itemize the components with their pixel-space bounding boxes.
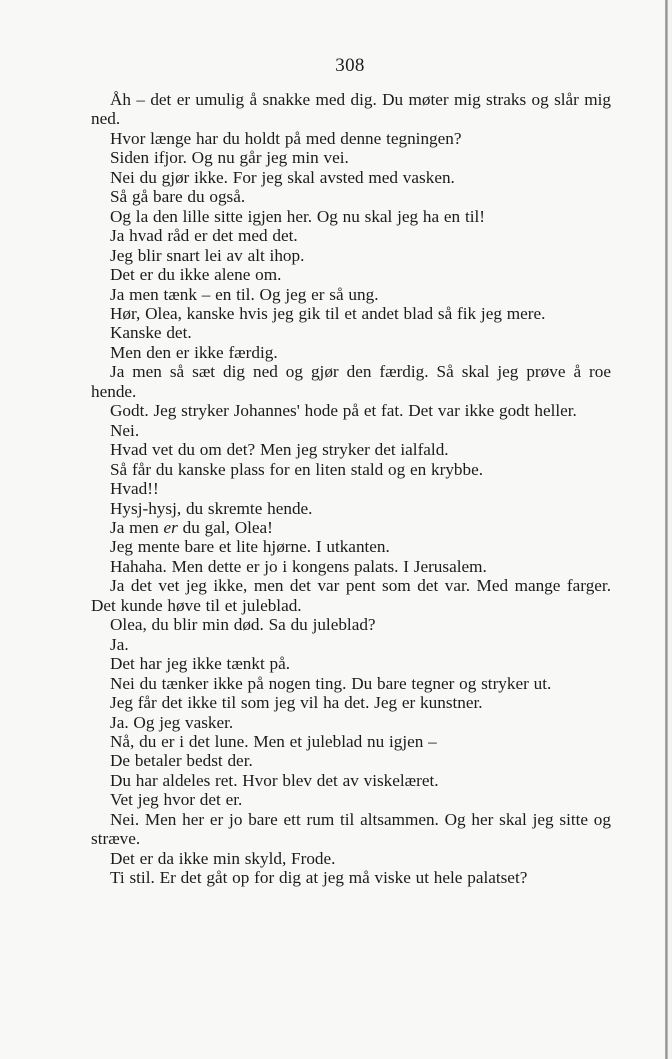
dialogue-text: Ja men [110,517,164,537]
dialogue-line: Ja men så sæt dig ned og gjør den færdig. Så skal jeg prøve å roe hende. [91,362,611,401]
dialogue-line: Ja. Og jeg vasker. [110,712,234,732]
dialogue-line: Nå, du er i det lune. Men et juleblad nu igjen – [110,731,437,751]
dialogue-line: Nei. [110,420,140,440]
dialogue-text: du gal, Olea! [177,517,273,537]
dialogue-line: Olea, du blir min død. Sa du juleblad? [110,615,376,635]
dialogue-line: De betaler bedst der. [110,751,253,771]
dialogue-line: Ja hvad råd er det med det. [110,226,298,246]
dialogue-line [91,518,611,537]
dialogue-line: Det har jeg ikke tænkt på. [110,654,291,674]
dialogue-line: Ti stil. Er det gåt op for dig at jeg må viske ut hele palatset? [110,868,528,888]
emphasized-word: er [163,517,178,537]
dialogue-line: Hvor længe har du holdt på med denne tegningen? [110,128,462,148]
dialogue-line: Hvad vet du om det? Men jeg stryker det ialfald. [110,440,449,460]
dialogue-line: Nei du tænker ikke på nogen ting. Du bare tegner og stryker ut. [110,673,552,693]
dialogue-line: Nei. Men her er jo bare ett rum til altsammen. Og her skal jeg sitte og stræve. [91,809,611,849]
dialogue-text-block [91,90,611,888]
dialogue-line: Jeg mente bare et lite hjørne. I utkanten. [110,537,390,557]
dialogue-line: Hysj-hysj, du skremte hende. [110,498,313,518]
dialogue-line: Det er du ikke alene om. [110,265,282,285]
dialogue-line: Kanske det. [110,323,192,343]
dialogue-line: Ja. [110,634,129,654]
dialogue-line: Åh – det er umulig å snakke med dig. Du møter mig straks og slår mig ned. [91,90,611,129]
dialogue-line: Siden ifjor. Og nu går jeg min vei. [110,148,349,168]
dialogue-line: Så får du kanske plass for en liten stald og en krybbe. [110,459,484,479]
dialogue-line: Du har aldeles ret. Hvor blev det av viskelæret. [110,770,439,790]
dialogue-line: Ja det vet jeg ikke, men det var pent som det var. Med mange farger. Det kunde høve til et juleblad. [91,576,611,615]
dialogue-line: Jeg blir snart lei av alt ihop. [110,245,305,265]
dialogue-line: Men den er ikke færdig. [110,342,278,362]
page-outer-margin [668,0,672,1059]
dialogue-line: Vet jeg hvor det er. [110,790,243,810]
dialogue-line: Godt. Jeg stryker Johannes' hode på et fat. Det var ikke godt heller. [110,401,577,421]
dialogue-line: Så gå bare du også. [110,187,246,207]
dialogue-line: Ja men tænk – en til. Og jeg er så ung. [110,284,379,304]
dialogue-line: Det er da ikke min skyld, Frode. [110,848,336,868]
dialogue-line: Hvad!! [110,479,159,499]
page-number: 308 [335,55,365,76]
dialogue-line: Jeg får det ikke til som jeg vil ha det. Jeg er kunstner. [110,693,483,713]
dialogue-line: Hør, Olea, kanske hvis jeg gik til et andet blad så fik jeg mere. [110,303,546,323]
dialogue-line: Og la den lille sitte igjen her. Og nu skal jeg ha en til! [110,206,485,226]
dialogue-line: Nei du gjør ikke. For jeg skal avsted med vasken. [110,167,455,187]
dialogue-line: Hahaha. Men dette er jo i kongens palats. I Jerusalem. [110,556,487,576]
